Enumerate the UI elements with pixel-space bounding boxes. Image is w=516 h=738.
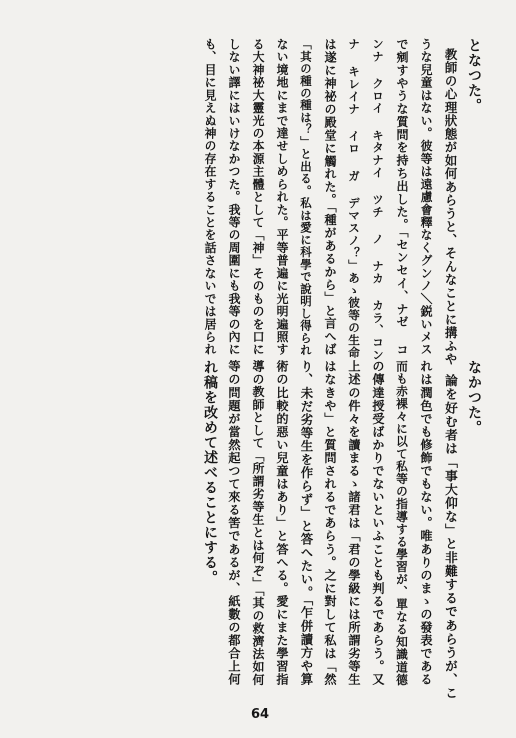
upper-line-9: ない境地にまで達せしめられた。平等普遍に光明遍照す [275, 38, 289, 356]
lower-line-1: なかつた。 [466, 360, 482, 435]
lower-line-10: 導の教師として「所謂劣等生とは何ぞ」「其の救濟法如何 [251, 360, 265, 687]
lower-line-2: 論を好む者は「事大仰な」と非難するであらうが、こ [443, 374, 458, 701]
lower-line-9: 術の比較的惡い兒童はあり」と答へる。愛にまた學習指 [275, 360, 289, 686]
upper-line-4: で剜すやうな質問を持ち出した。「センセイ、ナゼ コ [395, 38, 409, 357]
upper-line-10: る大神祕大靈光の本源主體として「神」そのものを口に [251, 38, 265, 356]
upper-line-7: は遂に神祕の殿堂に觸れた。「種があるから」と言へば [323, 38, 337, 356]
page-number: 64 [250, 707, 270, 722]
upper-line-6: ナ キレイナ イロ ガ デマスノ？」あゝ彼等の生命 [347, 38, 361, 359]
upper-line-5: ンナ クロイ キタナイ ツチ ノ ナカ カラ、コン [371, 38, 385, 361]
upper-line-11: しない譯にはいけなかつた。我等の周圍にも我等の內に [227, 38, 241, 356]
upper-line-1: となつた。 [466, 38, 482, 113]
upper-line-2: 教師の心理狀態が如何あらうと、そんなことに搆ふや [443, 48, 458, 366]
lower-line-5: の傳達授受ばかりでないといふことも判るであらう。又 [371, 360, 385, 686]
lower-line-6: 上述の件々を讀まるゝ諸君は「君の學級には所謂劣等生 [347, 360, 361, 686]
lower-line-4: 而も赤裸々に以て私等の指導する學習が、單なる知識道德 [395, 360, 409, 687]
lower-line-11: 等の問題が當然起つて來る筈であるが、紙數の都合上何 [227, 360, 241, 686]
upper-line-8: 「其の種の種は？」と出る。私は愛に科學で說明し得られ [299, 38, 313, 357]
lower-line-12: れ稿を改めて述べることにする。 [202, 360, 218, 585]
upper-line-12: も、目に見えぬ神の存在することを話さないでは居られ [203, 38, 217, 356]
lower-line-8: り、未だ劣等生を作らず」と答へたい。「乍併讀方や算 [299, 360, 314, 687]
lower-line-3: れは潤色でも修飾でもない。唯ありのまゝの發表である [419, 360, 433, 686]
upper-line-3: うな兒童はない。彼等は遠慮會釋なくグンノ＼鋭いメス [419, 38, 433, 356]
lower-line-7: はなきや」と質問されるであらう。之に對して私は「然 [323, 360, 337, 686]
